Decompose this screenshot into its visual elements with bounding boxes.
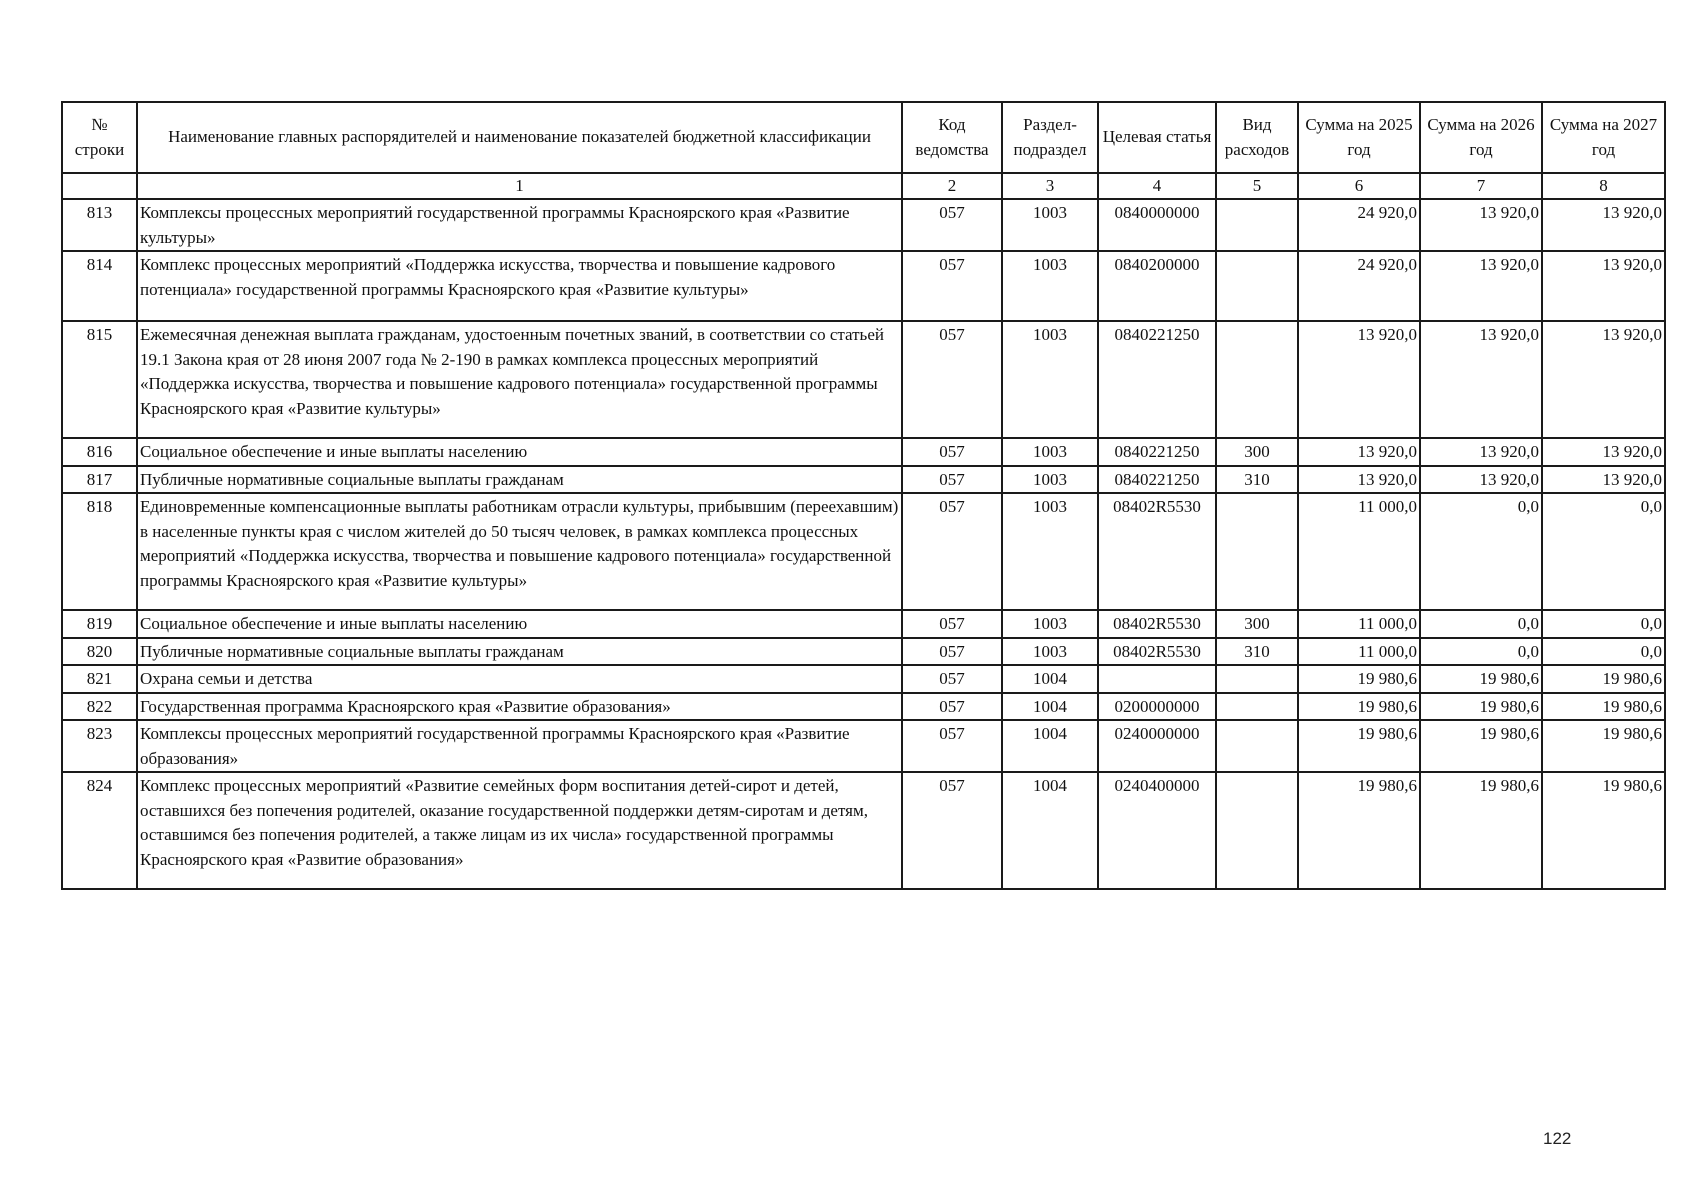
cell-name: Ежемесячная денежная выплата гражданам, удостоенным почетных званий, в соответствии со статьей 19.1 Закона края от 28 июня 2007 года № 2-190 в рамках комплекса процессных мероприятий «Поддержка искусства, творчества и повышение кадрового потенциала» государственной программы Красноярского края «Развитие культуры»: [137, 321, 902, 438]
cell-sum-2027: 19 980,6: [1542, 693, 1665, 721]
cell-sum-2025: 13 920,0: [1298, 466, 1420, 494]
table-row: [62, 638, 1665, 666]
table-body: [62, 199, 1665, 889]
cell-sum-2025: 11 000,0: [1298, 493, 1420, 610]
cell-row-number: 818: [62, 493, 137, 610]
cell-sum-2025: 19 980,6: [1298, 693, 1420, 721]
cell-department-code: 057: [902, 466, 1002, 494]
cell-name: Комплексы процессных мероприятий государственной программы Красноярского края «Развитие образования»: [137, 720, 902, 772]
cell-expense-type: [1216, 493, 1298, 610]
cell-sum-2027: 0,0: [1542, 493, 1665, 610]
cell-expense-type: [1216, 199, 1298, 251]
cell-name: Комплекс процессных мероприятий «Поддержка искусства, творчества и повышение кадрового потенциала» государственной программы Красноярского края «Развитие культуры»: [137, 251, 902, 321]
cell-row-number: 823: [62, 720, 137, 772]
cell-row-number: 824: [62, 772, 137, 889]
cell-target-article: 08402R5530: [1098, 493, 1216, 610]
cell-section: 1003: [1002, 610, 1098, 638]
cell-department-code: 057: [902, 199, 1002, 251]
cell-sum-2025: 13 920,0: [1298, 438, 1420, 466]
cell-sum-2026: 19 980,6: [1420, 665, 1542, 693]
table-row: [62, 438, 1665, 466]
header-target-article: Целевая статья: [1098, 102, 1216, 173]
cell-target-article: 0240400000: [1098, 772, 1216, 889]
cell-row-number: 820: [62, 638, 137, 666]
cell-sum-2027: 13 920,0: [1542, 466, 1665, 494]
cell-section: 1004: [1002, 772, 1098, 889]
cell-sum-2026: 13 920,0: [1420, 199, 1542, 251]
cell-sum-2027: 19 980,6: [1542, 772, 1665, 889]
cell-row-number: 819: [62, 610, 137, 638]
cell-target-article: 0840221250: [1098, 438, 1216, 466]
cell-sum-2027: 0,0: [1542, 610, 1665, 638]
header-sum-2025: Сумма на 2025 год: [1298, 102, 1420, 173]
cell-name: Государственная программа Красноярского края «Развитие образования»: [137, 693, 902, 721]
column-number-cell: [62, 173, 137, 199]
cell-row-number: 822: [62, 693, 137, 721]
column-number-row: [62, 173, 1665, 199]
cell-name: Комплекс процессных мероприятий «Развитие семейных форм воспитания детей-сирот и детей, оставшихся без попечения родителей, оказание государственной поддержки детям-сиротам и детям, оставшимся без попечения родителей, а также лицам из их числа» государственной программы Красноярского края «Развитие образования»: [137, 772, 902, 889]
column-number-cell: 3: [1002, 173, 1098, 199]
cell-target-article: 0840221250: [1098, 321, 1216, 438]
header-row-number: № строки: [62, 102, 137, 173]
header-section: Раздел-подраздел: [1002, 102, 1098, 173]
cell-target-article: 0240000000: [1098, 720, 1216, 772]
cell-sum-2027: 13 920,0: [1542, 438, 1665, 466]
cell-department-code: 057: [902, 772, 1002, 889]
cell-expense-type: 310: [1216, 638, 1298, 666]
cell-row-number: 814: [62, 251, 137, 321]
cell-row-number: 821: [62, 665, 137, 693]
cell-sum-2027: 13 920,0: [1542, 321, 1665, 438]
cell-sum-2026: 19 980,6: [1420, 720, 1542, 772]
cell-section: 1003: [1002, 466, 1098, 494]
cell-sum-2025: 24 920,0: [1298, 251, 1420, 321]
cell-name: Публичные нормативные социальные выплаты гражданам: [137, 638, 902, 666]
cell-sum-2025: 24 920,0: [1298, 199, 1420, 251]
cell-sum-2027: 19 980,6: [1542, 665, 1665, 693]
column-number-cell: 8: [1542, 173, 1665, 199]
cell-row-number: 817: [62, 466, 137, 494]
cell-expense-type: 300: [1216, 438, 1298, 466]
cell-department-code: 057: [902, 493, 1002, 610]
column-number-cell: 1: [137, 173, 902, 199]
cell-expense-type: 310: [1216, 466, 1298, 494]
table-row: [62, 665, 1665, 693]
table-header-row: [62, 102, 1665, 173]
cell-sum-2026: 0,0: [1420, 493, 1542, 610]
table-row: [62, 251, 1665, 321]
column-number-cell: 7: [1420, 173, 1542, 199]
table-row: [62, 720, 1665, 772]
column-number-cell: 5: [1216, 173, 1298, 199]
budget-table: [61, 101, 1666, 890]
cell-name: Охрана семьи и детства: [137, 665, 902, 693]
cell-section: 1004: [1002, 693, 1098, 721]
header-department-code: Код ведомства: [902, 102, 1002, 173]
cell-section: 1003: [1002, 251, 1098, 321]
column-number-cell: 4: [1098, 173, 1216, 199]
cell-name: Публичные нормативные социальные выплаты гражданам: [137, 466, 902, 494]
cell-expense-type: [1216, 720, 1298, 772]
cell-name: Единовременные компенсационные выплаты работникам отрасли культуры, прибывшим (переехавшим) в населенные пункты края с числом жителей до 50 тысяч человек, в рамках комплекса процессных мероприятий «Поддержка искусства, творчества и повышение кадрового потенциала» государственной программы Красноярского края «Развитие культуры»: [137, 493, 902, 610]
cell-row-number: 816: [62, 438, 137, 466]
cell-sum-2026: 19 980,6: [1420, 693, 1542, 721]
cell-section: 1003: [1002, 438, 1098, 466]
table-row: [62, 199, 1665, 251]
header-expense-type: Вид расходов: [1216, 102, 1298, 173]
page-number: 122: [1543, 1129, 1572, 1148]
header-name: Наименование главных распорядителей и наименование показателей бюджетной классификации: [137, 102, 902, 173]
cell-target-article: 0840221250: [1098, 466, 1216, 494]
cell-sum-2025: 19 980,6: [1298, 665, 1420, 693]
cell-sum-2026: 19 980,6: [1420, 772, 1542, 889]
cell-sum-2025: 11 000,0: [1298, 610, 1420, 638]
cell-name: Комплексы процессных мероприятий государственной программы Красноярского края «Развитие культуры»: [137, 199, 902, 251]
table-row: [62, 693, 1665, 721]
cell-section: 1003: [1002, 638, 1098, 666]
cell-sum-2027: 19 980,6: [1542, 720, 1665, 772]
cell-sum-2026: 13 920,0: [1420, 251, 1542, 321]
table-row: [62, 493, 1665, 610]
cell-department-code: 057: [902, 438, 1002, 466]
cell-department-code: 057: [902, 693, 1002, 721]
cell-department-code: 057: [902, 638, 1002, 666]
cell-department-code: 057: [902, 610, 1002, 638]
column-number-cell: 6: [1298, 173, 1420, 199]
cell-sum-2027: 13 920,0: [1542, 251, 1665, 321]
cell-sum-2027: 13 920,0: [1542, 199, 1665, 251]
cell-department-code: 057: [902, 251, 1002, 321]
cell-target-article: 0200000000: [1098, 693, 1216, 721]
table-row: [62, 466, 1665, 494]
column-number-cell: 2: [902, 173, 1002, 199]
cell-sum-2026: 0,0: [1420, 638, 1542, 666]
cell-expense-type: [1216, 665, 1298, 693]
cell-department-code: 057: [902, 720, 1002, 772]
cell-section: 1004: [1002, 665, 1098, 693]
cell-target-article: 08402R5530: [1098, 610, 1216, 638]
cell-section: 1003: [1002, 493, 1098, 610]
cell-sum-2025: 19 980,6: [1298, 772, 1420, 889]
table-row: [62, 321, 1665, 438]
cell-sum-2027: 0,0: [1542, 638, 1665, 666]
cell-section: 1003: [1002, 199, 1098, 251]
cell-target-article: 08402R5530: [1098, 638, 1216, 666]
cell-name: Социальное обеспечение и иные выплаты населению: [137, 438, 902, 466]
cell-sum-2025: 13 920,0: [1298, 321, 1420, 438]
cell-expense-type: [1216, 693, 1298, 721]
cell-sum-2026: 13 920,0: [1420, 438, 1542, 466]
cell-name: Социальное обеспечение и иные выплаты населению: [137, 610, 902, 638]
cell-department-code: 057: [902, 665, 1002, 693]
cell-section: 1004: [1002, 720, 1098, 772]
cell-department-code: 057: [902, 321, 1002, 438]
cell-target-article: [1098, 665, 1216, 693]
cell-row-number: 813: [62, 199, 137, 251]
header-sum-2026: Сумма на 2026 год: [1420, 102, 1542, 173]
cell-expense-type: [1216, 251, 1298, 321]
cell-section: 1003: [1002, 321, 1098, 438]
cell-row-number: 815: [62, 321, 137, 438]
cell-expense-type: 300: [1216, 610, 1298, 638]
cell-target-article: 0840200000: [1098, 251, 1216, 321]
table-row: [62, 610, 1665, 638]
cell-expense-type: [1216, 772, 1298, 889]
cell-sum-2026: 13 920,0: [1420, 321, 1542, 438]
cell-sum-2025: 11 000,0: [1298, 638, 1420, 666]
cell-sum-2026: 0,0: [1420, 610, 1542, 638]
cell-sum-2025: 19 980,6: [1298, 720, 1420, 772]
header-sum-2027: Сумма на 2027 год: [1542, 102, 1665, 173]
table-row: [62, 772, 1665, 889]
cell-sum-2026: 13 920,0: [1420, 466, 1542, 494]
cell-target-article: 0840000000: [1098, 199, 1216, 251]
cell-expense-type: [1216, 321, 1298, 438]
